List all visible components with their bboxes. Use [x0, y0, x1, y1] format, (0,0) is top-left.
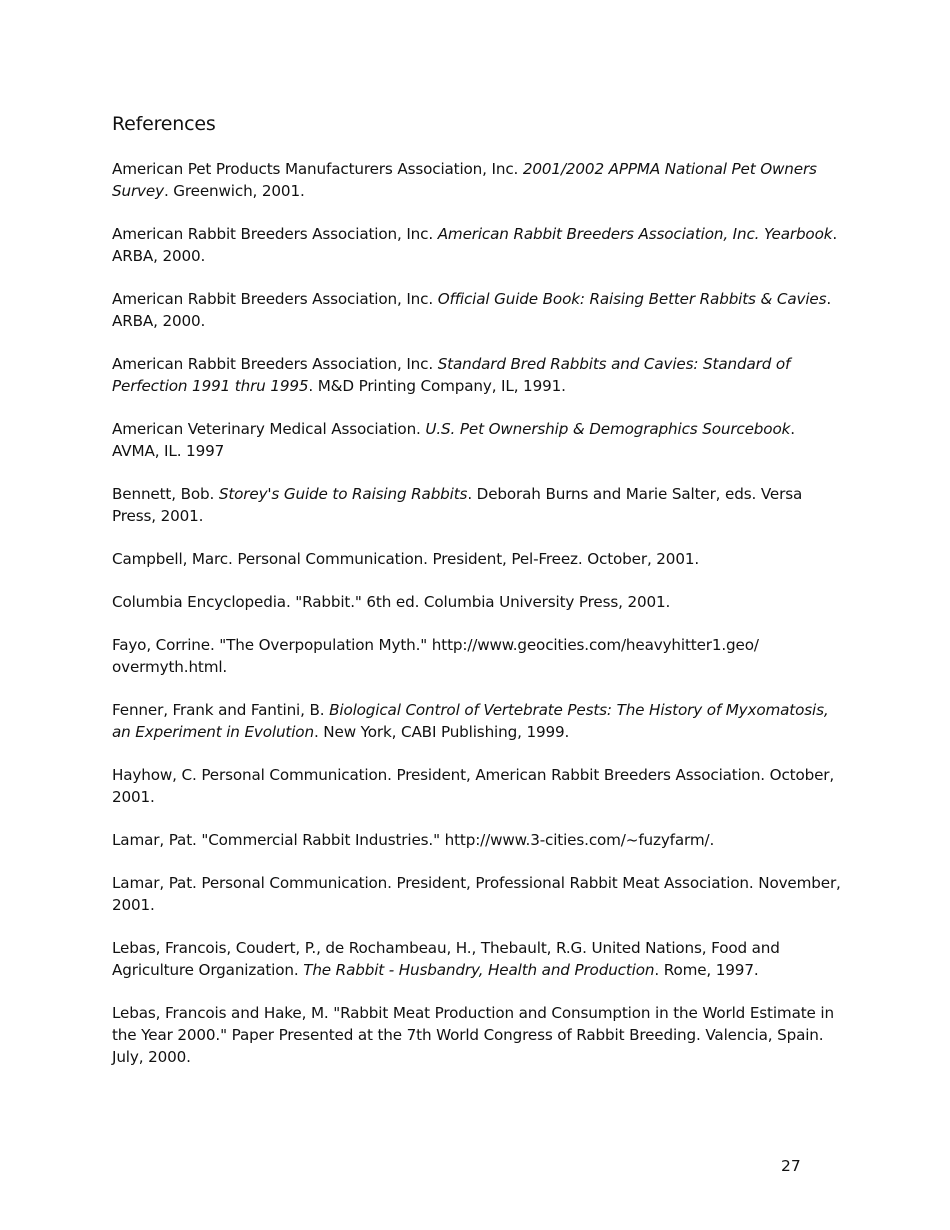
reference-title: Official Guide Book: Raising Better Rabbits & Cavies [437, 290, 827, 308]
reference-item [112, 353, 842, 397]
reference-item [112, 483, 842, 527]
reference-details: . Deborah Burns and Marie Salter, eds. Versa Press, 2001. [112, 485, 803, 525]
reference-list [112, 158, 842, 1089]
reference-item [112, 591, 842, 613]
reference-title: Standard Bred Rabbits and Cavies: Standard of Perfection 1991 thru 1995 [112, 355, 791, 395]
reference-text: Lebas, Francois, Coudert, P., de Rochambeau, H., Thebault, R.G. United Nations, Food and Agriculture Organization. [112, 939, 780, 979]
reference-title: The Rabbit - Husbandry, Health and Production [303, 961, 655, 979]
reference-text: American Rabbit Breeders Association, Inc. [112, 355, 438, 373]
reference-text: Lamar, Pat. Personal Communication. President, Professional Rabbit Meat Association. November, 2001. [112, 874, 841, 914]
reference-details: . AVMA, IL. 1997 [112, 420, 795, 460]
reference-text: Hayhow, C. Personal Communication. President, American Rabbit Breeders Association. October, 2001. [112, 766, 835, 806]
reference-text: American Rabbit Breeders Association, Inc. [112, 225, 438, 243]
page-title: References [112, 113, 216, 135]
reference-details: . Rome, 1997. [654, 961, 759, 979]
reference-item [112, 1002, 842, 1068]
reference-item [112, 223, 842, 267]
reference-item [112, 829, 842, 851]
reference-item [112, 548, 842, 570]
reference-item [112, 872, 842, 916]
reference-item [112, 288, 842, 332]
reference-text: Fenner, Frank and Fantini, B. [112, 701, 330, 719]
reference-item [112, 764, 842, 808]
reference-text: Fayo, Corrine. "The Overpopulation Myth." http://www.geocities.com/heavyhitter1.geo/ overmyth.html. [112, 636, 759, 676]
reference-item [112, 418, 842, 462]
reference-details: . New York, CABI Publishing, 1999. [313, 723, 570, 741]
reference-text: American Pet Products Manufacturers Association, Inc. [112, 160, 523, 178]
reference-details: . ARBA, 2000. [112, 225, 838, 265]
reference-text: Campbell, Marc. Personal Communication. President, Pel-Freez. October, 2001. [112, 550, 700, 568]
reference-item [112, 158, 842, 202]
reference-text: Lebas, Francois and Hake, M. "Rabbit Meat Production and Consumption in the World Estimate in the Year 2000." Paper Presented at the 7th World Congress of Rabbit Breeding. Valencia, Spain. July, 2000. [112, 1004, 834, 1066]
reference-item [112, 937, 842, 981]
reference-details: . ARBA, 2000. [112, 290, 832, 330]
page-number: 27 [781, 1157, 801, 1175]
reference-title: U.S. Pet Ownership & Demographics Sourcebook [425, 420, 791, 438]
reference-details: . Greenwich, 2001. [163, 182, 305, 200]
reference-details: . M&D Printing Company, IL, 1991. [308, 377, 566, 395]
reference-title: Storey's Guide to Raising Rabbits [218, 485, 468, 503]
reference-title: Biological Control of Vertebrate Pests: The History of Myxomatosis, an Experiment in Evolution [112, 701, 829, 741]
reference-text: American Rabbit Breeders Association, Inc. [112, 290, 438, 308]
reference-text: American Veterinary Medical Association. [112, 420, 426, 438]
reference-text: Lamar, Pat. "Commercial Rabbit Industries." http://www.3-cities.com/~fuzyfarm/. [112, 831, 715, 849]
reference-text: Bennett, Bob. [112, 485, 219, 503]
reference-item [112, 634, 842, 678]
reference-title: 2001/2002 APPMA National Pet Owners Survey [112, 160, 817, 200]
reference-item [112, 699, 842, 743]
reference-title: American Rabbit Breeders Association, Inc. Yearbook [437, 225, 833, 243]
reference-text: Columbia Encyclopedia. "Rabbit." 6th ed. Columbia University Press, 2001. [112, 593, 671, 611]
